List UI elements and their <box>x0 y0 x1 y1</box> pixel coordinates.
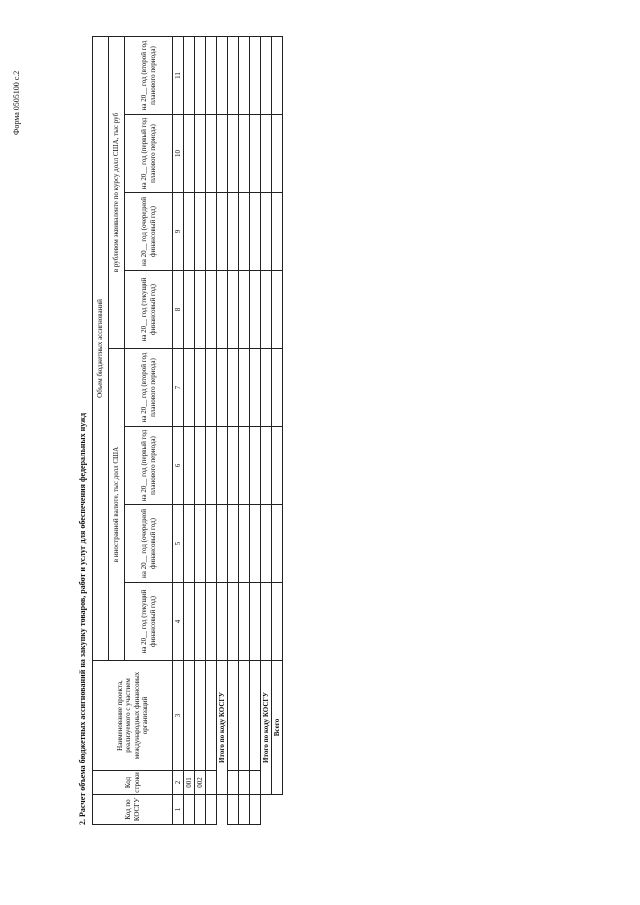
header-volume: Объем бюджетных ассигнований <box>93 37 109 661</box>
budget-table <box>92 36 283 825</box>
header-kosgu: Код по КОСГУ <box>93 795 173 825</box>
table-row <box>206 37 217 825</box>
table-row <box>239 37 250 825</box>
grand-total-row <box>272 37 283 825</box>
col-num: 5 <box>173 505 184 583</box>
table-row <box>184 37 195 825</box>
row-code: 002 <box>195 771 206 795</box>
col-num: 4 <box>173 583 184 661</box>
header-foreign-currency: в иностранной валюте, тыс долл США <box>109 349 125 661</box>
header-year-next: на 20__ год (очередной финансовый год) <box>125 505 173 583</box>
total-row-kosgu <box>217 37 228 825</box>
total-kosgu-label-2: Итого по коду КОСГУ <box>261 661 272 795</box>
col-num: 3 <box>173 661 184 771</box>
header-year-current: на 20__ год (текущий финансовый год) <box>125 583 173 661</box>
header-year-current-rub: на 20__ год (текущий финансовый год) <box>125 271 173 349</box>
table-row <box>228 37 239 825</box>
col-num: 10 <box>173 115 184 193</box>
col-num: 7 <box>173 349 184 427</box>
col-num: 1 <box>173 795 184 825</box>
total-kosgu-label: Итого по коду КОСГУ <box>217 661 228 795</box>
total-row-kosgu-2 <box>261 37 272 825</box>
col-num: 6 <box>173 427 184 505</box>
column-numbers-row <box>173 37 184 825</box>
header-year-plan1: на 20__ год (первый год планового периода) <box>125 427 173 505</box>
header-row-code: Код строки <box>93 771 173 795</box>
header-rub-equiv: в рублевом эквиваленте по курсу долл США, тыс руб <box>109 37 125 349</box>
col-num: 2 <box>173 771 184 795</box>
header-year-plan2: на 20__ год (второй год планового периода) <box>125 349 173 427</box>
header-year-plan2-rub: на 20__ год (второй год планового периода) <box>125 37 173 115</box>
table-row <box>195 37 206 825</box>
section-title: 2. Расчет объема бюджетных ассигнований на закупку товаров, работ и услуг для обеспечения федеральных нужд <box>78 412 87 825</box>
header-project-name: Наименование проекта, реализуемого с участием международных финансовых организаций <box>93 661 173 771</box>
col-num: 9 <box>173 193 184 271</box>
grand-total-label: Всего <box>272 661 283 795</box>
col-num: 11 <box>173 37 184 115</box>
table-row <box>250 37 261 825</box>
form-reference: Форма 0505100 с.2 <box>12 70 21 135</box>
header-year-plan1-rub: на 20__ год (первый год планового периода) <box>125 115 173 193</box>
col-num: 8 <box>173 271 184 349</box>
row-code: 001 <box>184 771 195 795</box>
header-year-next-rub: на 20__ год (очередной финансовый год) <box>125 193 173 271</box>
